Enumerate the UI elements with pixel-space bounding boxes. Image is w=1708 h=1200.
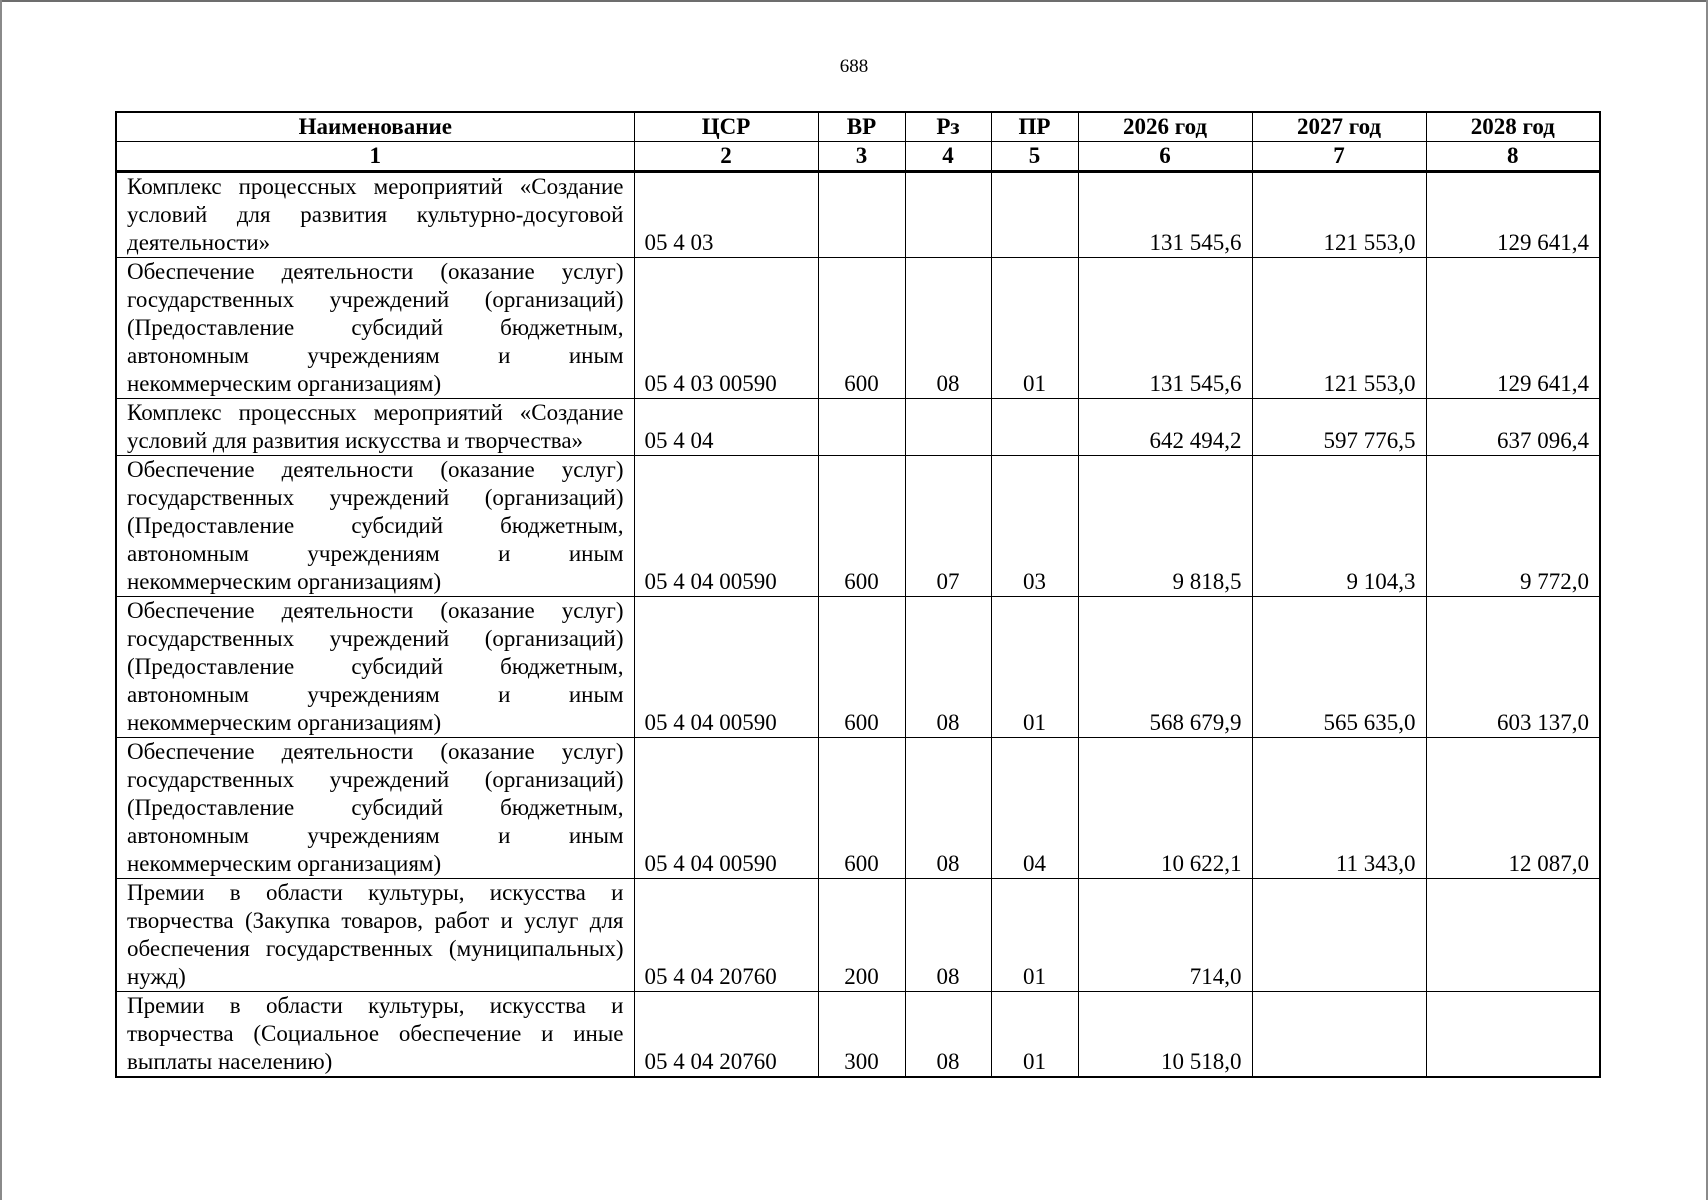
cell-2026: 9 818,5 <box>1078 456 1252 597</box>
table-row <box>116 172 1600 258</box>
cell-rz: 08 <box>905 597 991 738</box>
cell-vr: 300 <box>818 992 905 1078</box>
table-row <box>116 992 1600 1078</box>
header-2028: 2028 год <box>1426 112 1600 142</box>
cell-2027: 9 104,3 <box>1252 456 1426 597</box>
cell-vr: 600 <box>818 738 905 879</box>
cell-csr: 05 4 03 <box>634 172 818 258</box>
cell-pr: 01 <box>991 258 1078 399</box>
cell-vr: 600 <box>818 597 905 738</box>
cell-2026: 714,0 <box>1078 879 1252 992</box>
scan-edge-top <box>0 0 1708 2</box>
header-csr: ЦСР <box>634 112 818 142</box>
cell-name: Обеспечение деятельности (оказание услуг) государственных учреждений (организаций) (Предоставление субсидий бюджетным, автономным учреждениям и иным некоммерческим организациям) <box>116 597 634 738</box>
cell-vr: 600 <box>818 258 905 399</box>
cell-2028 <box>1426 992 1600 1078</box>
cell-name: Обеспечение деятельности (оказание услуг) государственных учреждений (организаций) (Предоставление субсидий бюджетным, автономным учреждениям и иным некоммерческим организациям) <box>116 258 634 399</box>
cell-name: Обеспечение деятельности (оказание услуг) государственных учреждений (организаций) (Предоставление субсидий бюджетным, автономным учреждениям и иным некоммерческим организациям) <box>116 456 634 597</box>
header-vr: ВР <box>818 112 905 142</box>
table-row <box>116 738 1600 879</box>
cell-pr: 01 <box>991 992 1078 1078</box>
cell-csr: 05 4 04 20760 <box>634 879 818 992</box>
cell-2026: 131 545,6 <box>1078 258 1252 399</box>
cell-2028 <box>1426 879 1600 992</box>
cell-csr: 05 4 04 00590 <box>634 456 818 597</box>
cell-csr: 05 4 04 00590 <box>634 738 818 879</box>
cell-2028: 129 641,4 <box>1426 172 1600 258</box>
column-number: 3 <box>818 142 905 172</box>
cell-name: Премии в области культуры, искусства и творчества (Закупка товаров, работ и услуг для обеспечения государственных (муниципальных) нужд) <box>116 879 634 992</box>
cell-2026: 642 494,2 <box>1078 399 1252 456</box>
table-row <box>116 258 1600 399</box>
cell-2028: 9 772,0 <box>1426 456 1600 597</box>
cell-rz: 08 <box>905 879 991 992</box>
table-row <box>116 879 1600 992</box>
scan-edge-left <box>0 0 2 1200</box>
header-pr: ПР <box>991 112 1078 142</box>
header-2026: 2026 год <box>1078 112 1252 142</box>
cell-rz <box>905 399 991 456</box>
header-name: Наименование <box>116 112 634 142</box>
cell-vr <box>818 399 905 456</box>
column-number: 6 <box>1078 142 1252 172</box>
column-number: 2 <box>634 142 818 172</box>
cell-2028: 637 096,4 <box>1426 399 1600 456</box>
cell-2027 <box>1252 992 1426 1078</box>
cell-name: Премии в области культуры, искусства и творчества (Социальное обеспечение и иные выплаты населению) <box>116 992 634 1078</box>
cell-name: Обеспечение деятельности (оказание услуг) государственных учреждений (организаций) (Предоставление субсидий бюджетным, автономным учреждениям и иным некоммерческим организациям) <box>116 738 634 879</box>
column-number: 5 <box>991 142 1078 172</box>
column-number: 1 <box>116 142 634 172</box>
cell-pr: 01 <box>991 879 1078 992</box>
cell-2027: 121 553,0 <box>1252 172 1426 258</box>
column-number: 4 <box>905 142 991 172</box>
cell-2026: 10 518,0 <box>1078 992 1252 1078</box>
page-number: 688 <box>839 56 869 77</box>
cell-rz: 07 <box>905 456 991 597</box>
cell-csr: 05 4 04 <box>634 399 818 456</box>
cell-2027 <box>1252 879 1426 992</box>
cell-rz: 08 <box>905 992 991 1078</box>
cell-name: Комплекс процессных мероприятий «Создание условий для развития культурно-досуговой деятельности» <box>116 172 634 258</box>
cell-2028: 603 137,0 <box>1426 597 1600 738</box>
header-rz: Рз <box>905 112 991 142</box>
header-row <box>116 112 1600 142</box>
cell-csr: 05 4 03 00590 <box>634 258 818 399</box>
cell-rz: 08 <box>905 258 991 399</box>
column-number: 8 <box>1426 142 1600 172</box>
table-row <box>116 399 1600 456</box>
cell-vr: 200 <box>818 879 905 992</box>
cell-2027: 121 553,0 <box>1252 258 1426 399</box>
header-2027: 2027 год <box>1252 112 1426 142</box>
cell-csr: 05 4 04 00590 <box>634 597 818 738</box>
cell-name: Комплекс процессных мероприятий «Создание условий для развития искусства и творчества» <box>116 399 634 456</box>
table-row <box>116 456 1600 597</box>
cell-pr: 01 <box>991 597 1078 738</box>
cell-pr: 03 <box>991 456 1078 597</box>
cell-2026: 131 545,6 <box>1078 172 1252 258</box>
column-number-row <box>116 142 1600 172</box>
cell-2026: 10 622,1 <box>1078 738 1252 879</box>
cell-vr <box>818 172 905 258</box>
cell-rz <box>905 172 991 258</box>
cell-vr: 600 <box>818 456 905 597</box>
cell-2027: 565 635,0 <box>1252 597 1426 738</box>
cell-2027: 597 776,5 <box>1252 399 1426 456</box>
cell-2026: 568 679,9 <box>1078 597 1252 738</box>
cell-2027: 11 343,0 <box>1252 738 1426 879</box>
cell-2028: 129 641,4 <box>1426 258 1600 399</box>
budget-table <box>115 111 1601 1078</box>
cell-pr <box>991 172 1078 258</box>
cell-csr: 05 4 04 20760 <box>634 992 818 1078</box>
table-row <box>116 597 1600 738</box>
column-number: 7 <box>1252 142 1426 172</box>
cell-pr: 04 <box>991 738 1078 879</box>
cell-2028: 12 087,0 <box>1426 738 1600 879</box>
cell-rz: 08 <box>905 738 991 879</box>
cell-pr <box>991 399 1078 456</box>
